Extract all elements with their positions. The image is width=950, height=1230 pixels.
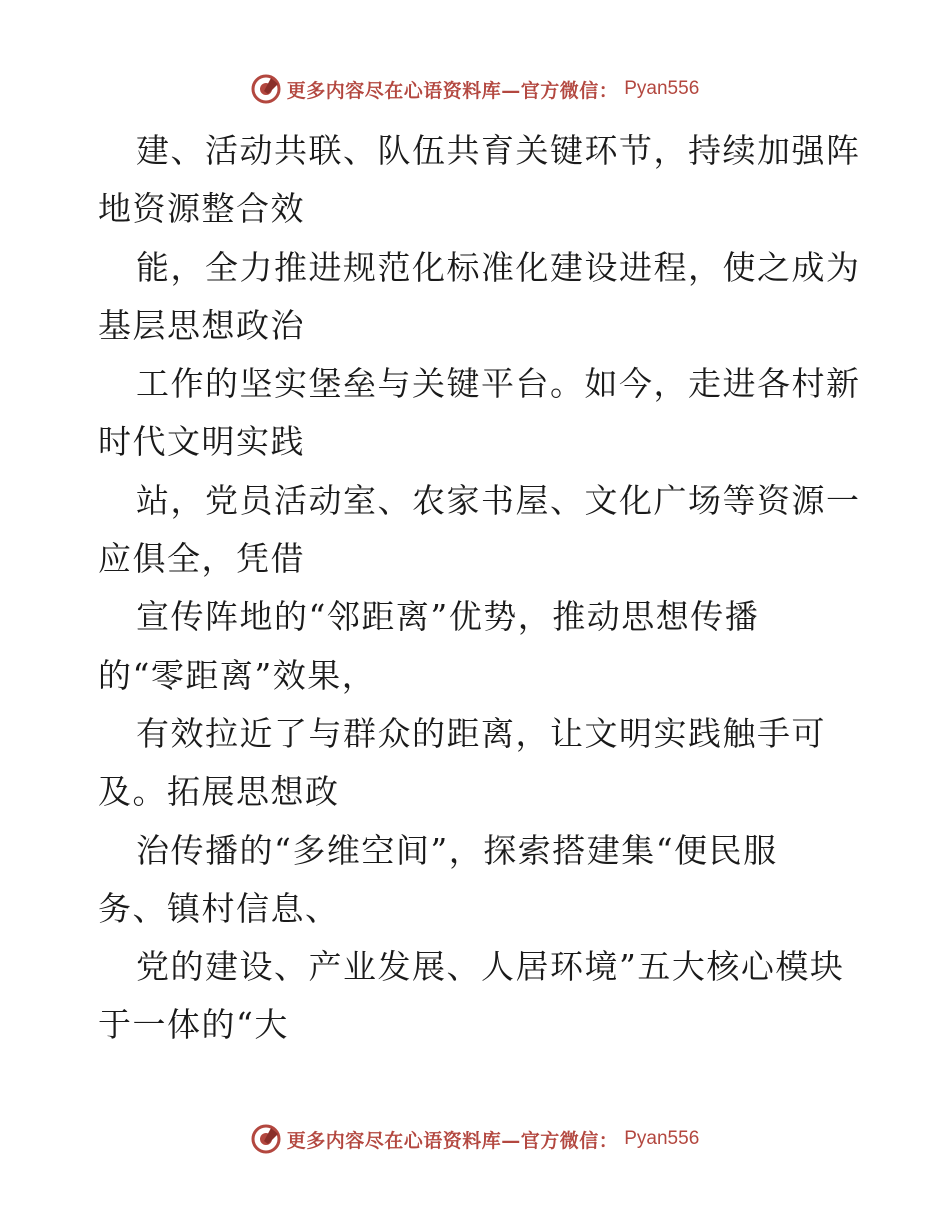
text-line: 宣传阵地的“邻距离”优势，推动思想传播 — [136, 597, 760, 637]
watermark-wechat-id: Pyan556 — [624, 78, 700, 99]
pen-logo-icon — [251, 1124, 281, 1154]
text-line: 站，党员活动室、农家书屋、文化广场等资源一 — [136, 480, 861, 520]
text-line: 建、活动共联、队伍共育关键环节，持续加强阵 — [136, 131, 861, 170]
text-line: 的“零距离”效果， — [98, 655, 377, 695]
text-line: 地资源整合效 — [98, 189, 305, 229]
header-watermark — [0, 72, 950, 106]
text-line: 务、镇村信息、 — [98, 888, 340, 928]
pen-logo-icon — [251, 74, 281, 104]
text-line: 于一体的“大 — [98, 1005, 289, 1045]
text-line: 工作的坚实堡垒与关键平台。如今，走进各村新 — [136, 364, 861, 404]
text-line: 治传播的“多维空间”，探索搭建集“便民服 — [136, 830, 778, 870]
text-line: 党的建设、产业发展、人居环境”五大核心模块 — [136, 947, 845, 987]
text-line: 应俱全，凭借 — [98, 539, 305, 579]
watermark-text: 更多内容尽在心语资料库—官方微信： — [286, 79, 619, 102]
text-line: 及。拓展思想政 — [98, 772, 340, 812]
watermark-text: 更多内容尽在心语资料库—官方微信： — [286, 1129, 619, 1152]
footer-watermark — [0, 1122, 950, 1156]
document-body — [98, 122, 861, 1055]
text-line: 能，全力推进规范化标准化建设进程，使之成为 — [136, 247, 861, 287]
text-line: 有效拉近了与群众的距离，让文明实践触手可 — [136, 713, 826, 753]
text-line: 基层思想政治 — [98, 305, 305, 345]
watermark-wechat-id: Pyan556 — [624, 1128, 700, 1149]
text-line: 时代文明实践 — [98, 422, 305, 462]
